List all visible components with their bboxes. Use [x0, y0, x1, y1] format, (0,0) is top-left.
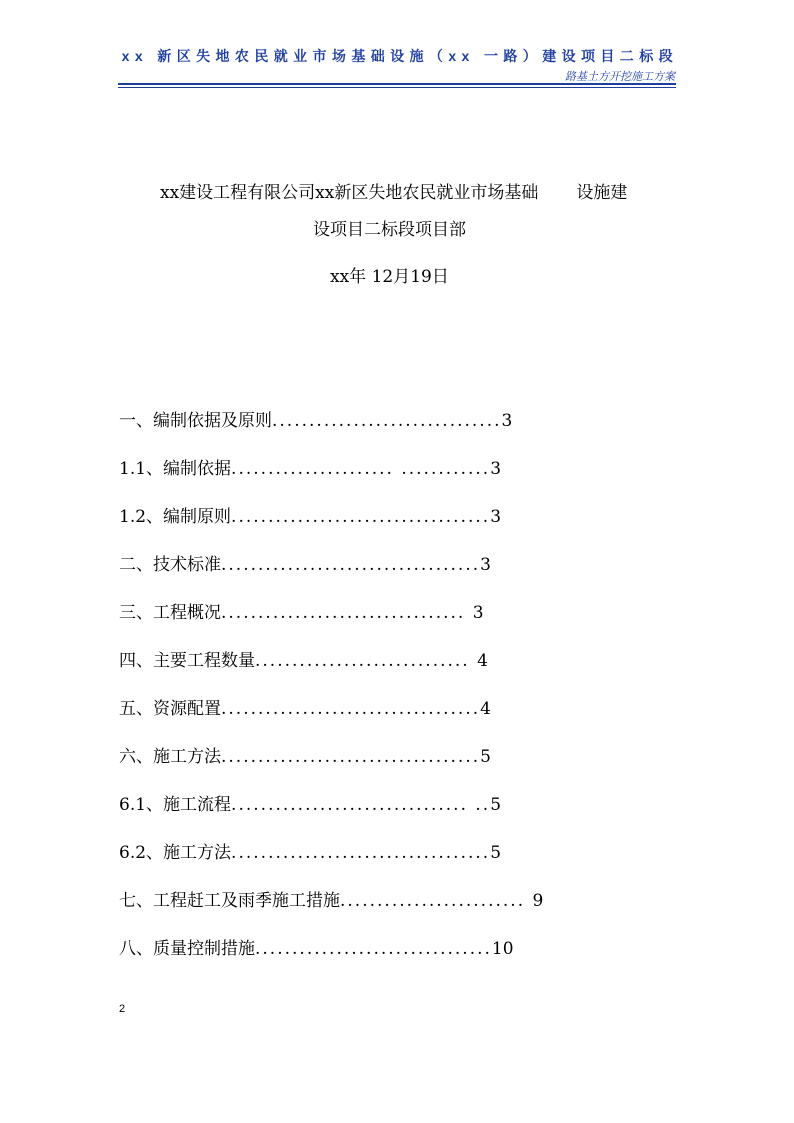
toc-dots: ...............................: [272, 411, 502, 431]
header-rule-thin: [118, 87, 676, 88]
toc-label: 四、主要工程数量: [119, 651, 255, 671]
cover-title-line1: [160, 178, 627, 203]
toc-item[interactable]: [119, 838, 501, 863]
toc-label: 六、施工方法: [119, 747, 221, 767]
toc-label: 6.2、施工方法: [119, 843, 232, 863]
cover-title-line2: 设项目二标段项目部: [313, 220, 466, 240]
toc-page: 4: [477, 651, 488, 671]
toc-item[interactable]: [119, 742, 491, 767]
toc-label: 1.2、编制原则: [119, 507, 232, 527]
toc-label: 一、编制依据及原则: [119, 411, 272, 431]
header-rule-thick: [118, 83, 676, 85]
toc-dots: .................................: [221, 603, 473, 623]
toc-dots: .............................: [255, 651, 478, 671]
toc-page: 3: [472, 603, 484, 623]
toc-item[interactable]: [119, 502, 501, 527]
cover-title-line1-b: 设施建: [576, 183, 628, 203]
toc-page: 5: [480, 747, 491, 767]
toc-item[interactable]: [119, 646, 488, 671]
toc-label: 七、工程赶工及雨季施工措施: [119, 891, 340, 911]
toc-item[interactable]: [119, 550, 491, 575]
toc-dots: ...................................: [221, 699, 481, 719]
toc-dots: ...................................: [231, 843, 491, 863]
toc-dots: .........................: [340, 891, 533, 911]
toc-page: 9: [532, 891, 544, 911]
toc-dots: ................................: [255, 939, 492, 959]
toc-page: 3: [501, 411, 513, 431]
toc-label: 6.1、施工流程: [119, 795, 232, 815]
toc-label: 1.1、编制依据: [119, 459, 232, 479]
toc-dots: ...................................: [221, 555, 481, 575]
toc-label: 五、资源配置: [119, 699, 221, 719]
toc-page: 10: [491, 939, 514, 959]
toc-dots: ...................................: [221, 747, 481, 767]
page-number: 2: [119, 1003, 126, 1015]
cover-date: xx年 12月19日: [330, 267, 449, 287]
header-title: xx 新区失地农民就业市场基础设施（xx 一路）建设项目二标段: [121, 48, 678, 64]
toc-page: 4: [480, 699, 491, 719]
toc-dots: ...................... ............: [231, 459, 491, 479]
toc-page: 3: [490, 507, 502, 527]
toc-dots: ...................................: [231, 507, 491, 527]
toc-item[interactable]: [119, 886, 543, 911]
cover-title-line1-a: xx建设工程有限公司xx新区失地农民就业市场基础: [160, 183, 539, 203]
toc-item[interactable]: [119, 598, 484, 623]
toc-page: 3: [490, 459, 502, 479]
toc-label: 二、技术标准: [119, 555, 221, 575]
toc-page: 3: [480, 555, 491, 575]
toc-item[interactable]: [119, 790, 501, 815]
header-subtitle: 路基土方开挖施工方案: [565, 71, 675, 83]
toc-label: 三、工程概况: [119, 603, 221, 623]
toc-label: 八、质量控制措施: [119, 939, 255, 959]
toc-item[interactable]: [119, 934, 514, 959]
toc-item[interactable]: [119, 454, 501, 479]
toc-item[interactable]: [119, 406, 512, 431]
toc-page: 5: [490, 795, 502, 815]
toc-page: 5: [490, 843, 502, 863]
toc-dots: ................................ ..: [231, 795, 491, 815]
toc-item[interactable]: [119, 694, 491, 719]
